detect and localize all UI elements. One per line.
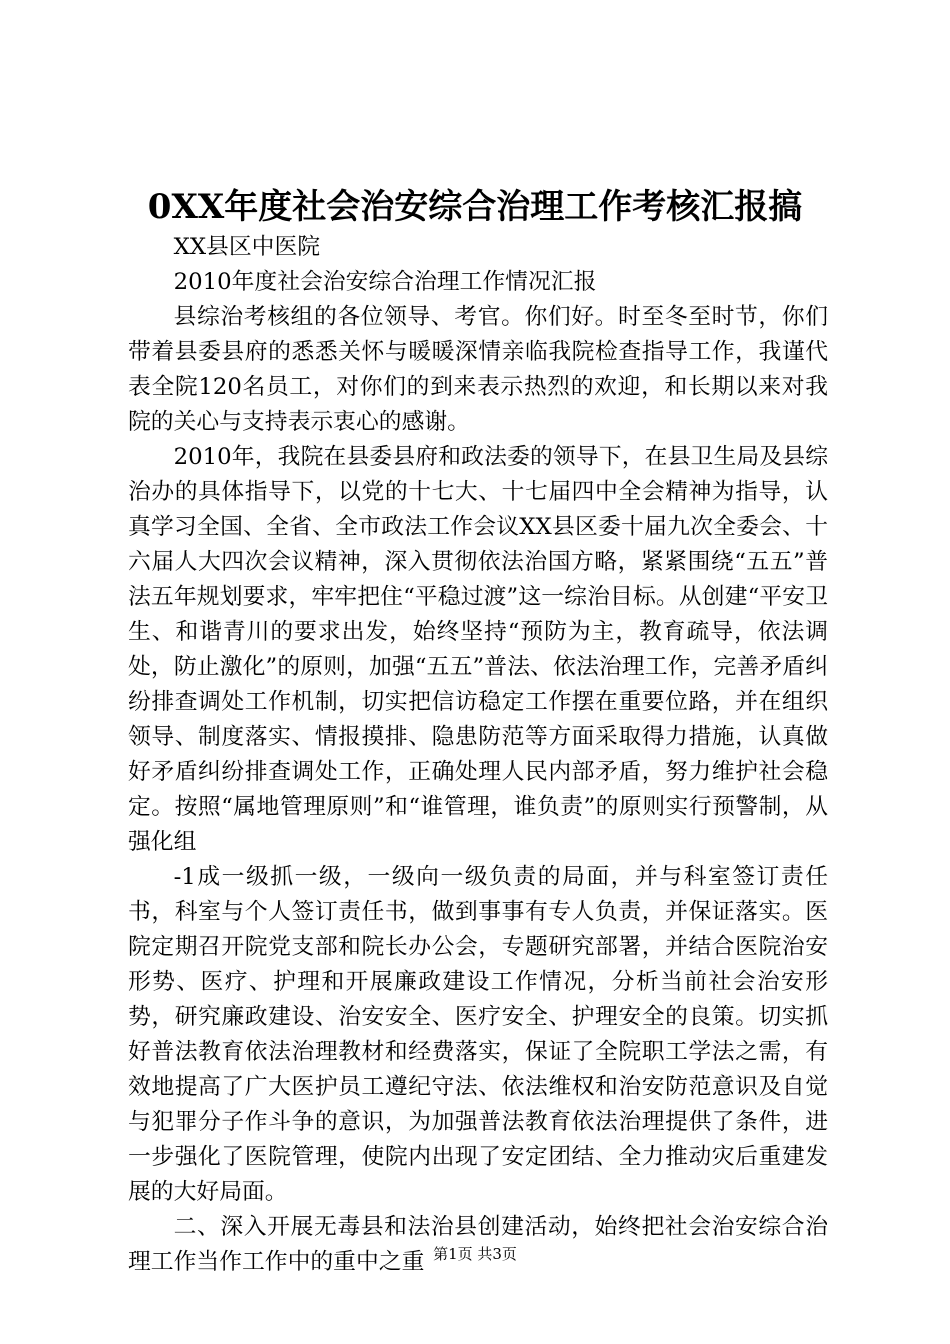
- document-body: [128, 230, 828, 1280]
- paragraph-overview: 2010年，我院在县委县府和政法委的领导下，在县卫生局及县综治办的具体指导下，以党的十七大、十七届四中全会精神为指导，认真学习全国、全省、全市政法工作会议XX县区委十届九次全委会、十六届人大四次会议精神，深入贯彻依法治国方略，紧紧围绕“五五”普法五年规划要求，牢牢把住“平稳过渡”这一综治目标。从创建“平安卫生、和谐青川的要求出发，始终坚持“预防为主，教育疏导，依法调处，防止激化”的原则，加强“五五”普法、依法治理工作，完善矛盾纠纷排查调处工作机制，切实把信访稳定工作摆在重要位路，并在组织领导、制度落实、情报摸排、隐患防范等方面采取得力措施，认真做好矛盾纠纷排查调处工作，正确处理人民内部矛盾，努力维护社会稳定。按照“属地管理原则”和“谁管理，谁负责”的原则实行预警制，从强化组: [128, 444, 828, 855]
- paragraph-hospital-name: XX县区中医院: [173, 234, 321, 260]
- paragraph-section-two: 二、深入开展无毒县和法治县创建活动，始终把社会治安综合治理工作当作工作中的重中之重: [128, 1214, 828, 1275]
- document-title: 0XX年度社会治安综合治理工作考核汇报搞: [147, 187, 803, 227]
- paragraph-greeting: 县综治考核组的各位领导、考官。你们好。时至冬至时节，你们带着县委县府的悉悉关怀与暖暖深情亲临我院检查指导工作，我谨代表全院120名员工，对你们的到来表示热烈的欢迎，和长期以来对我院的关心与支持表示衷心的感谢。: [128, 304, 828, 435]
- paragraph-report-title: 2010年度社会治安综合治理工作情况汇报: [173, 269, 597, 295]
- paragraph-responsibility: -1成一级抓一级，一级向一级负责的局面，并与科室签订责任书，科室与个人签订责任书，做到事事有专人负责，并保证落实。医院定期召开院党支部和院长办公会，专题研究部署，并结合医院治安形势、医疗、护理和开展廉政建设工作情况，分析当前社会治安形势，研究廉政建设、治安安全、医疗安全、护理安全的良策。切实抓好普法教育依法治理教材和经费落实，保证了全院职工学法之需，有效地提高了广大医护员工遵纪守法、依法维权和治安防范意识及自觉与犯罪分子作斗争的意识，为加强普法教育依法治理提供了条件，进一步强化了医院管理，使院内出现了安定团结、全力推动灾后重建发展的大好局面。: [128, 864, 828, 1205]
- page-footer: 第1页 共3页: [433, 1245, 517, 1263]
